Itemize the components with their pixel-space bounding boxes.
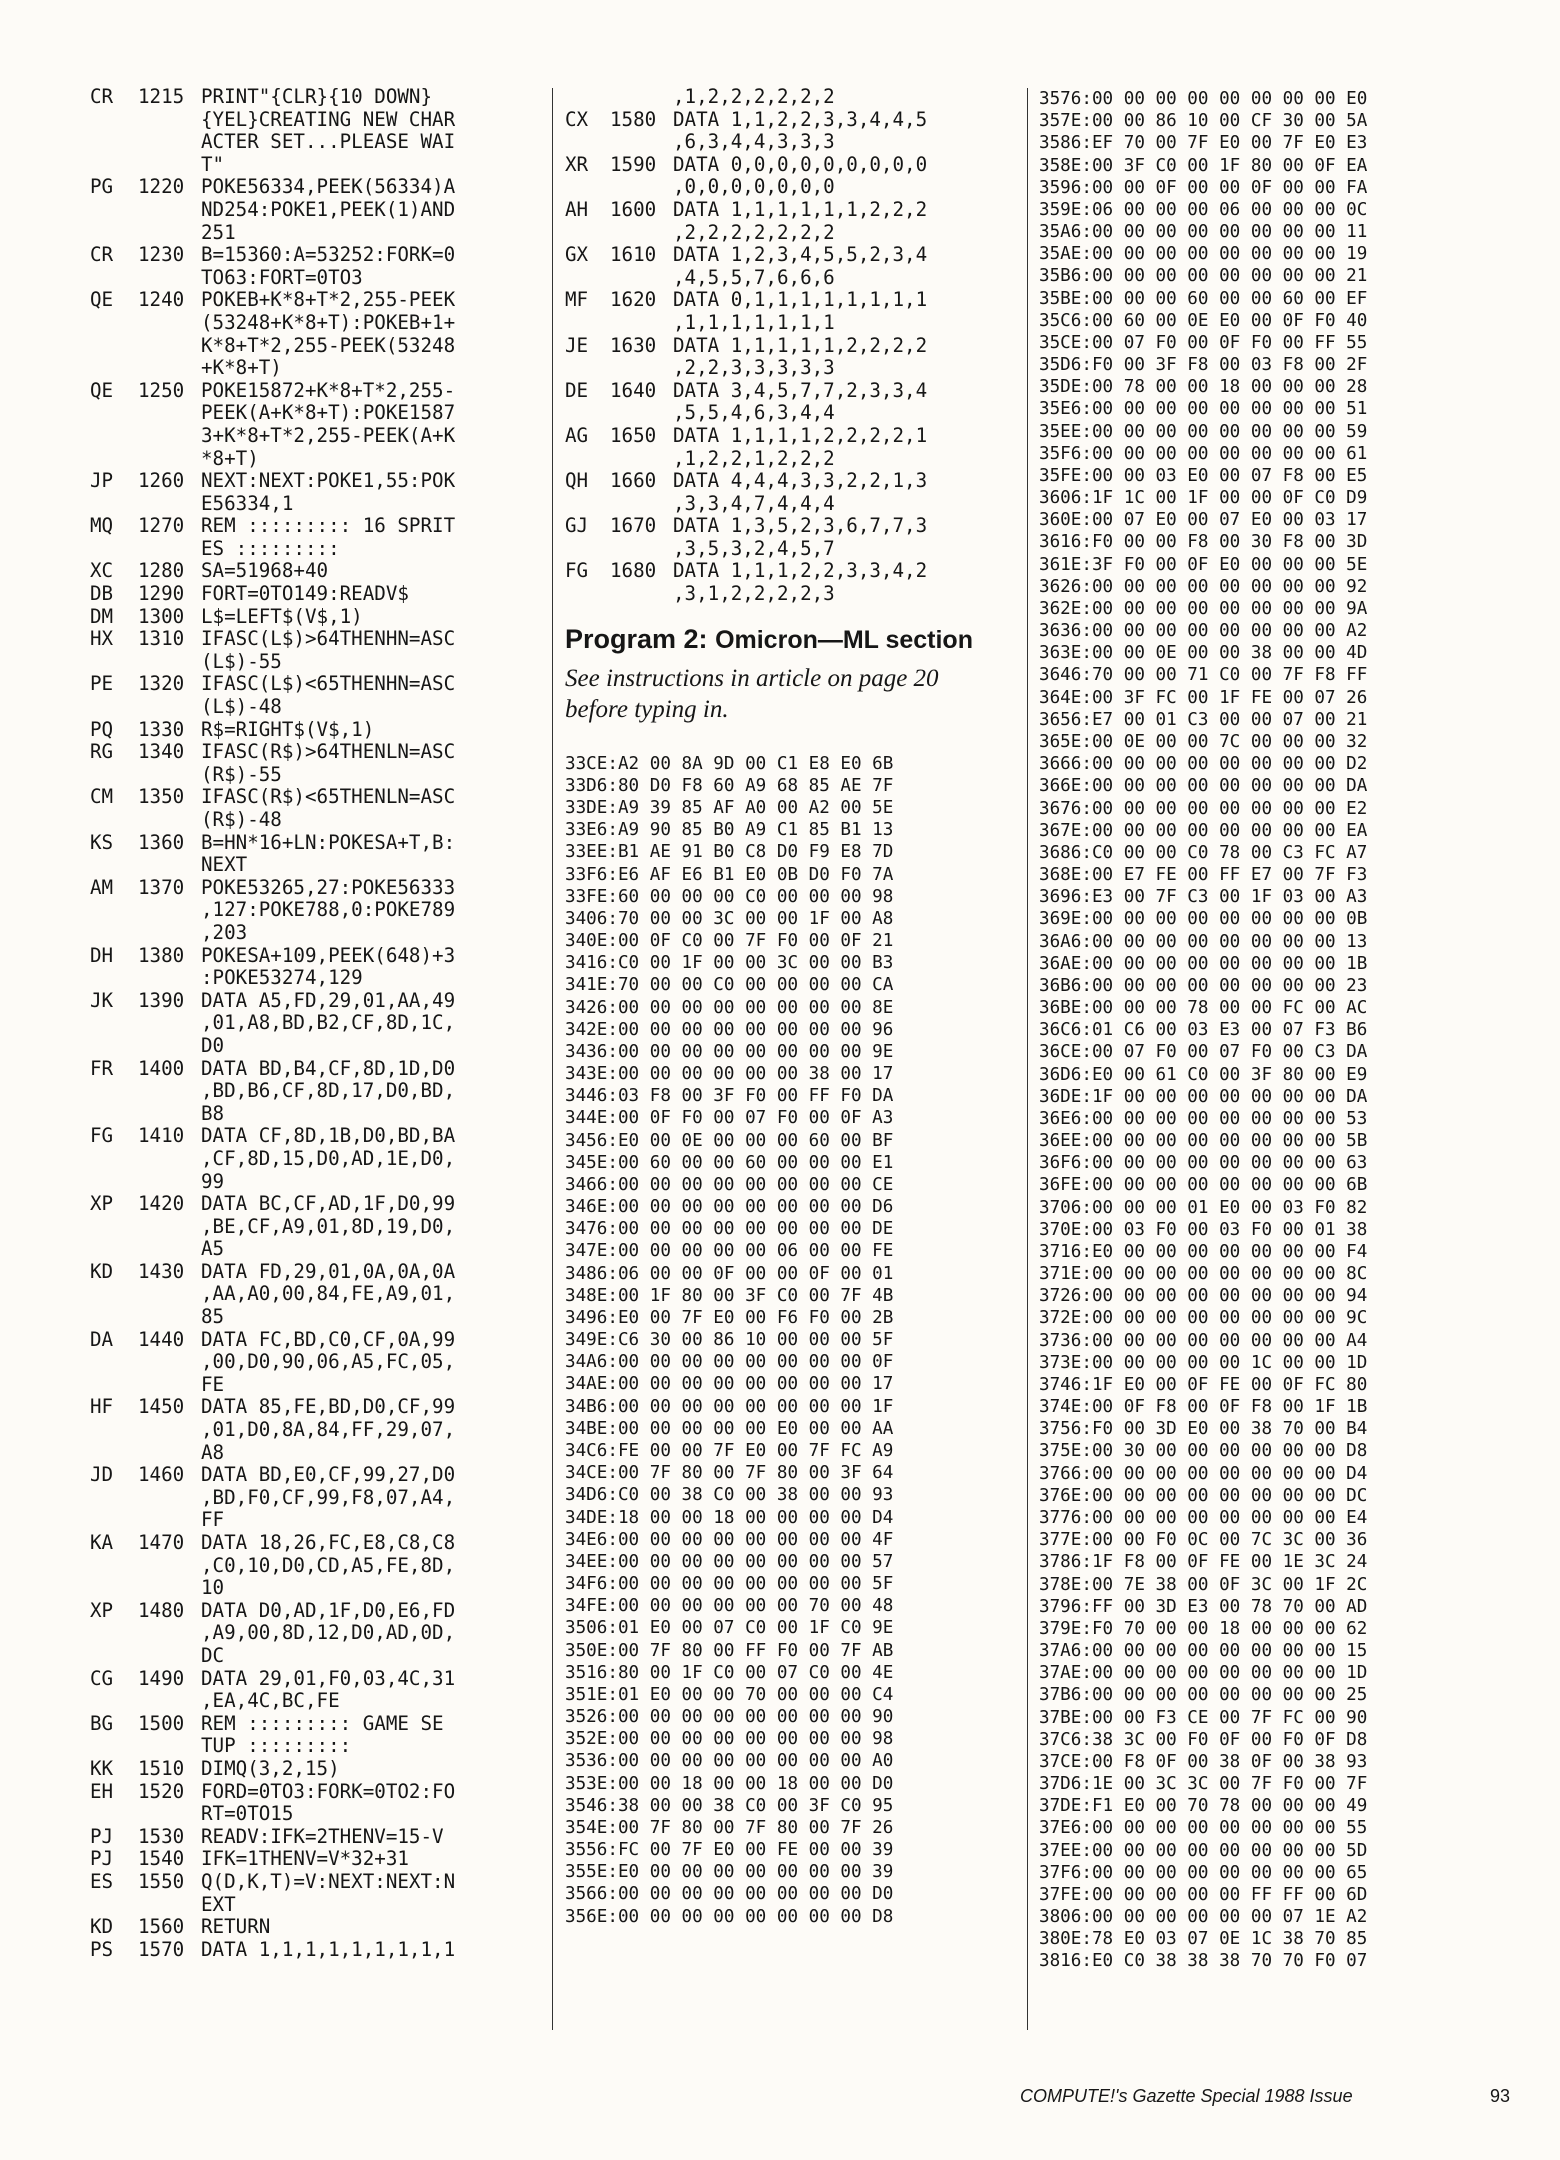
line-number: 1390: [138, 988, 185, 1012]
hex-listing-column-2: 33CE:A2 00 8A 9D 00 C1 E8 E0 6B 33D6:80 D0 F8 60 A9 68 85 AE 7F 33DE:A9 39 85 AF A0 00 A2 00 5E 33E6:A9 90 85 B0 A9 C1 85 B1 13 33EE:B1 AE 91 B0 C8 D0 F9 E8 7D 33F6:E6 AF E6 B1 E0 0B D0 F0 7A 33FE:60 00 00 00 C0 00 00 00 98 3406:70 00 00 3C 00 00 1F 00 A8 340E:00 0F C0 00 7F F0 00 0F 21 3416:C0 00 1F 00 00 3C 00 00 B3 341E:70 00 00 C0 00 00 00 00 CA 3426:00 00 00 00 00 00 00 00 8E 342E:00 00 00 00 00 00 00 00 96 3436:00 00 00 00 00 00 00 00 9E 343E:00 00 00 00 00 00 38 00 17 3446:03 F8 00 3F F0 00 FF F0 DA 344E:00 0F F0 00 07 F0 00 0F A3 3456:E0 00 0E 00 00 00 60 00 BF 345E:00 60 00 00 60 00 00 00 E1 3466:00 00 00 00 00 00 00 00 CE 346E:00 00 00 00 00 00 00 00 D6 3476:00 00 00 00 00 00 00 00 DE 347E:00 00 00 00 00 06 00 00 FE 3486:06 00 00 0F 00 00 0F 00 01 348E:00 1F 80 00 3F C0 00 7F 4B 3496:E0 00 7F E0 00 F6 F0 00 2B 349E:C6 30 00 86 10 00 00 00 5F 34A6:00 00 00 00 00 00 00 00 0F 34AE:00 00 00 00 00 00 00 00 17 34B6:00 00 00 00 00 00 00 00 1F 34BE:00 00 00 00 00 E0 00 00 AA 34C6:FE 00 00 7F E0 00 7F FC A9 34CE:00 7F 80 00 7F 80 00 3F 64 34D6:C0 00 38 C0 00 38 00 00 93 34DE:18 00 00 18 00 00 00 00 D4 34E6:00 00 00 00 00 00 00 00 4F 34EE:00 00 00 00 00 00 00 00 57 34F6:00 00 00 00 00 00 00 00 5F 34FE:00 00 00 00 00 00 70 00 48 3506:01 E0 00 07 C0 00 1F C0 9E 350E:00 7F 80 00 FF F0 00 7F AB 3516:80 00 1F C0 00 07 C0 00 4E 351E:01 E0 00 00 70 00 00 00 C4 3526:00 00 00 00 00 00 00 00 90 352E:00 00 00 00 00 00 00 00 98 3536:00 00 00 00 00 00 00 00 A0 353E:00 00 18 00 00 18 00 00 D0 3546:38 00 00 38 C0 00 3F C0 95 354E:00 7F 80 00 7F 80 00 7F 26 3556:FC 00 7F E0 00 FE 00 00 39 355E:E0 00 00 00 00 00 00 00 39 3566:00 00 00 00 00 00 00 00 D0 356E:00 00 00 00 00 00 00 00 D8: [565, 753, 894, 1927]
statement-text: DATA FC,BD,C0,CF,0A,99 ,00,D0,90,06,A5,FC,05, FE: [201, 1327, 456, 1396]
program-2-note: See instructions in article on page 20 before typing in.: [565, 664, 939, 723]
checksum-code: KK: [90, 1756, 114, 1780]
basic-line: [565, 109, 1005, 154]
checksum-code: RG: [90, 740, 114, 764]
basic-line: [90, 583, 550, 606]
checksum-code: QH: [565, 469, 589, 493]
basic-line: [90, 1848, 550, 1871]
basic-line: [90, 1125, 550, 1193]
statement-text: POKE53265,27:POKE56333 ,127:POKE788,0:POKE789 ,203: [201, 875, 456, 944]
checksum-code: MF: [565, 288, 589, 312]
basic-line: [90, 877, 550, 945]
checksum-code: PJ: [90, 1824, 114, 1848]
basic-line: [90, 1826, 550, 1849]
line-number: 1480: [138, 1598, 185, 1622]
checksum-code: HF: [90, 1395, 114, 1419]
checksum-code: PJ: [90, 1847, 114, 1871]
statement-text: DATA A5,FD,29,01,AA,49 ,01,A8,BD,B2,CF,8D,1C, D0: [201, 988, 456, 1057]
checksum-code: FR: [90, 1056, 114, 1080]
checksum-code: XP: [90, 1598, 114, 1622]
checksum-code: XP: [90, 1192, 114, 1216]
basic-line: [90, 628, 550, 673]
basic-line: [565, 425, 1005, 470]
line-number: 1260: [138, 469, 185, 493]
basic-line: [90, 719, 550, 742]
line-number: 1340: [138, 740, 185, 764]
checksum-code: FG: [565, 559, 589, 583]
statement-text: DATA 1,1,2,2,3,3,4,4,5 ,6,3,4,4,3,3,3: [673, 107, 928, 154]
basic-line: [565, 380, 1005, 425]
checksum-code: KS: [90, 830, 114, 854]
statement-text: RETURN: [201, 1915, 271, 1939]
statement-text: SA=51968+40: [201, 559, 329, 583]
checksum-code: DM: [90, 604, 114, 628]
statement-text: DATA CF,8D,1B,D0,BD,BA ,CF,8D,15,D0,AD,1E,D0, 99: [201, 1124, 456, 1193]
checksum-code: XC: [90, 559, 114, 583]
line-number: 1310: [138, 627, 185, 651]
line-number: 1215: [138, 85, 185, 108]
statement-text: DATA BD,E0,CF,99,27,D0 ,BD,F0,CF,99,F8,07,A4, FF: [201, 1463, 456, 1532]
basic-line: [565, 560, 1005, 605]
basic-line: [90, 1758, 550, 1781]
statement-text: DATA 1,1,1,1,1,1,1,1,1: [201, 1937, 456, 1961]
checksum-code: EH: [90, 1779, 114, 1803]
statement-text: IFASC(L$)>64THENHN=ASC (L$)-55: [201, 627, 456, 673]
line-number: 1460: [138, 1463, 185, 1487]
checksum-code: CX: [565, 107, 589, 131]
line-number: 1250: [138, 378, 185, 402]
checksum-code: KA: [90, 1531, 114, 1554]
checksum-code: AM: [90, 875, 114, 899]
basic-line: [90, 1464, 550, 1532]
line-number: 1370: [138, 875, 185, 899]
basic-line: [90, 673, 550, 718]
statement-text: DATA 1,1,1,2,2,3,3,4,2 ,3,1,2,2,2,2,3: [673, 559, 928, 606]
statement-text: FORD=0TO3:FORK=0TO2:FO RT=0TO15: [201, 1779, 456, 1826]
line-number: 1500: [138, 1711, 185, 1735]
statement-text: REM ::::::::: 16 SPRIT ES :::::::::: [201, 514, 456, 560]
line-number: 1510: [138, 1756, 185, 1780]
checksum-code: CR: [90, 85, 114, 108]
basic-line: [90, 1396, 550, 1464]
line-number: 1470: [138, 1531, 185, 1554]
checksum-code: KD: [90, 1915, 114, 1939]
checksum-code: QE: [90, 288, 114, 312]
basic-line: [90, 1916, 550, 1939]
checksum-code: DE: [565, 378, 589, 402]
statement-text: DATA BC,CF,AD,1F,D0,99 ,BE,CF,A9,01,8D,19,D0, A5: [201, 1192, 456, 1261]
page-number: 93: [1489, 2086, 1510, 2106]
basic-line: [90, 1871, 550, 1916]
checksum-code: AG: [565, 423, 589, 447]
basic-line: [90, 1193, 550, 1261]
line-number: 1680: [610, 559, 657, 583]
statement-text: DATA D0,AD,1F,D0,E6,FD ,A9,00,8D,12,D0,AD,0D, DC: [201, 1598, 456, 1667]
basic-line: [565, 515, 1005, 560]
checksum-code: BG: [90, 1711, 114, 1735]
statement-text: IFK=1THENV=V*32+31: [201, 1847, 409, 1871]
line-number: 1590: [610, 152, 657, 176]
program-2-title: Program 2:: [565, 623, 708, 654]
program-2-heading: [565, 622, 1005, 657]
basic-line: [90, 1532, 550, 1600]
basic-line: [90, 741, 550, 786]
line-number: 1600: [610, 197, 657, 221]
column-rule-2: [1027, 88, 1028, 2030]
line-number: 1630: [610, 333, 657, 357]
checksum-code: QE: [90, 378, 114, 402]
line-number: 1280: [138, 559, 185, 583]
line-number: 1670: [610, 514, 657, 538]
statement-text: DATA 1,2,3,4,5,5,2,3,4 ,4,5,5,7,6,6,6: [673, 243, 928, 289]
basic-line: [90, 86, 550, 176]
line-number: 1290: [138, 582, 185, 606]
basic-line: [90, 1668, 550, 1713]
statement-text: IFASC(R$)<65THENLN=ASC (R$)-48: [201, 785, 456, 831]
program-2-subtitle: Omicron—ML section: [715, 625, 973, 654]
statement-text: DIMQ(3,2,15): [201, 1756, 340, 1780]
basic-line: [565, 470, 1005, 515]
basic-listing-column-1: [90, 86, 550, 1961]
hex-listing-column-3: 3576:00 00 00 00 00 00 00 00 E0 357E:00 00 86 10 00 CF 30 00 5A 3586:EF 70 00 7F E0 00 7F E0 E3 358E:00 3F C0 00 1F 80 00 0F EA 3596:00 00 0F 00 00 0F 00 00 FA 359E:06 00 00 00 06 00 00 00 0C 35A6:00 00 00 00 00 00 00 00 11 35AE:00 00 00 00 00 00 00 00 19 35B6:00 00 00 00 00 00 00 00 21 35BE:00 00 00 60 00 00 60 00 EF 35C6:00 60 00 0E E0 00 0F F0 40 35CE:00 07 F0 00 0F F0 00 FF 55 35D6:F0 00 3F F8 00 03 F8 00 2F 35DE:00 78 00 00 18 00 00 00 28 35E6:00 00 00 00 00 00 00 00 51 35EE:00 00 00 00 00 00 00 00 59 35F6:00 00 00 00 00 00 00 00 61 35FE:00 00 03 E0 00 07 F8 00 E5 3606:1F 1C 00 1F 00 00 0F C0 D9 360E:00 07 E0 00 07 E0 00 03 17 3616:F0 00 00 F8 00 30 F8 00 3D 361E:3F F0 00 0F E0 00 00 00 5E 3626:00 00 00 00 00 00 00 00 92 362E:00 00 00 00 00 00 00 00 9A 3636:00 00 00 00 00 00 00 00 A2 363E:00 00 0E 00 00 38 00 00 4D 3646:70 00 00 71 C0 00 7F F8 FF 364E:00 3F FC 00 1F FE 00 07 26 3656:E7 00 01 C3 00 00 07 00 21 365E:00 0E 00 00 7C 00 00 00 32 3666:00 00 00 00 00 00 00 00 D2 366E:00 00 00 00 00 00 00 00 DA 3676:00 00 00 00 00 00 00 00 E2 367E:00 00 00 00 00 00 00 00 EA 3686:C0 00 00 C0 78 00 C3 FC A7 368E:00 E7 FE 00 FF E7 00 7F F3 3696:E3 00 7F C3 00 1F 03 00 A3 369E:00 00 00 00 00 00 00 00 0B 36A6:00 00 00 00 00 00 00 00 13 36AE:00 00 00 00 00 00 00 00 1B 36B6:00 00 00 00 00 00 00 00 23 36BE:00 00 00 78 00 00 FC 00 AC 36C6:01 C6 00 03 E3 00 07 F3 B6 36CE:00 07 F0 00 07 F0 00 C3 DA 36D6:E0 00 61 C0 00 3F 80 00 E9 36DE:1F 00 00 00 00 00 00 00 DA 36E6:00 00 00 00 00 00 00 00 53 36EE:00 00 00 00 00 00 00 00 5B 36F6:00 00 00 00 00 00 00 00 63 36FE:00 00 00 00 00 00 00 00 6B 3706:00 00 00 01 E0 00 03 F0 82 370E:00 03 F0 00 03 F0 00 01 38 3716:E0 00 00 00 00 00 00 00 F4 371E:00 00 00 00 00 00 00 00 8C 3726:00 00 00 00 00 00 00 00 94 372E:00 00 00 00 00 00 00 00 9C 3736:00 00 00 00 00 00 00 00 A4 373E:00 00 00 00 00 1C 00 00 1D 3746:1F E0 00 0F FE 00 0F FC 80 374E:00 0F F8 00 0F F8 00 1F 1B 3756:F0 00 3D E0 00 38 70 00 B4 375E:00 30 00 00 00 00 00 00 D8 3766:00 00 00 00 00 00 00 00 D4 376E:00 00 00 00 00 00 00 00 DC 3776:00 00 00 00 00 00 00 00 E4 377E:00 00 F0 0C 00 7C 3C 00 36 3786:1F F8 00 0F FE 00 1E 3C 24 378E:00 7E 38 00 0F 3C 00 1F 2C 3796:FF 00 3D E3 00 78 70 00 AD 379E:F0 70 00 00 18 00 00 00 62 37A6:00 00 00 00 00 00 00 00 15 37AE:00 00 00 00 00 00 00 00 1D 37B6:00 00 00 00 00 00 00 00 25 37BE:00 00 F3 CE 00 7F FC 00 90 37C6:38 3C 00 F0 0F 00 F0 0F D8 37CE:00 F8 0F 00 38 0F 00 38 93 37D6:1E 00 3C 3C 00 7F F0 00 7F 37DE:F1 E0 00 70 78 00 00 00 49 37E6:00 00 00 00 00 00 00 00 55 37EE:00 00 00 00 00 00 00 00 5D 37F6:00 00 00 00 00 00 00 00 65 37FE:00 00 00 00 00 FF FF 00 6D 3806:00 00 00 00 00 00 07 1E A2 380E:78 E0 03 07 0E 1C 38 70 85 3816:E0 C0 38 38 38 70 70 F0 07: [1039, 89, 1368, 1972]
basic-line: [90, 606, 550, 629]
statement-text: REM ::::::::: GAME SE TUP :::::::::: [201, 1711, 444, 1758]
line-number: 1410: [138, 1124, 185, 1148]
line-number: 1450: [138, 1395, 185, 1419]
checksum-code: JK: [90, 988, 114, 1012]
statement-text: IFASC(L$)<65THENHN=ASC (L$)-48: [201, 672, 456, 719]
line-number: 1650: [610, 423, 657, 447]
basic-line: [90, 380, 550, 470]
line-number: 1570: [138, 1937, 185, 1961]
statement-text: DATA 1,1,1,1,1,1,2,2,2 ,2,2,2,2,2,2,2: [673, 197, 928, 244]
statement-text: DATA 0,1,1,1,1,1,1,1,1 ,1,1,1,1,1,1,1: [673, 288, 928, 334]
statement-text: DATA 85,FE,BD,D0,CF,99 ,01,D0,8A,84,FF,29,07, A8: [201, 1395, 456, 1464]
statement-text: Q(D,K,T)=V:NEXT:NEXT:N EXT: [201, 1869, 456, 1916]
line-number: 1490: [138, 1666, 185, 1690]
statement-text: POKEB+K*8+T*2,255-PEEK (53248+K*8+T):POKEB+1+ K*8+T*2,255-PEEK(53248 +K*8+T): [201, 288, 456, 380]
statement-text: DATA 4,4,4,3,3,2,2,1,3 ,3,3,4,7,4,4,4: [673, 469, 928, 515]
statement-text: POKESA+109,PEEK(648)+3 :POKE53274,129: [201, 943, 456, 990]
statement-text: DATA 0,0,0,0,0,0,0,0,0 ,0,0,0,0,0,0,0: [673, 152, 928, 199]
checksum-code: CR: [90, 243, 114, 267]
checksum-code: DH: [90, 943, 114, 967]
line-number: 1660: [610, 469, 657, 493]
checksum-code: FG: [90, 1124, 114, 1148]
statement-text: DATA 3,4,5,7,7,2,3,3,4 ,5,5,4,6,3,4,4: [673, 378, 928, 425]
checksum-code: GX: [565, 243, 589, 267]
basic-line: [90, 1261, 550, 1329]
checksum-code: ES: [90, 1869, 114, 1893]
basic-line: [90, 1713, 550, 1758]
line-number: 1220: [138, 175, 185, 199]
line-number: 1300: [138, 604, 185, 628]
statement-text: READV:IFK=2THENV=15-V: [201, 1824, 444, 1848]
checksum-code: KD: [90, 1259, 114, 1283]
checksum-code: PE: [90, 672, 114, 696]
line-number: 1530: [138, 1824, 185, 1848]
basic-line: [90, 289, 550, 379]
line-number: 1560: [138, 1915, 185, 1939]
checksum-code: DB: [90, 582, 114, 606]
line-number: 1270: [138, 514, 185, 538]
line-number: 1620: [610, 288, 657, 312]
statement-text: B=HN*16+LN:POKESA+T,B: NEXT: [201, 830, 456, 877]
line-number: 1230: [138, 243, 185, 267]
line-number: 1420: [138, 1192, 185, 1216]
checksum-code: JD: [90, 1463, 114, 1487]
listing-column-2: [565, 86, 1005, 1928]
line-number: 1580: [610, 107, 657, 131]
statement-text: DATA 1,1,1,1,1,2,2,2,2 ,2,2,3,3,3,3,3: [673, 333, 928, 380]
line-number: 1640: [610, 378, 657, 402]
column-rule-1: [552, 88, 553, 2030]
basic-line: [90, 560, 550, 583]
page-footer: [1020, 2086, 1510, 2107]
checksum-code: JP: [90, 469, 114, 493]
basic-line: [565, 289, 1005, 334]
basic-continuation: ,1,2,2,2,2,2,2: [673, 85, 835, 108]
line-number: 1550: [138, 1869, 185, 1893]
basic-line: [90, 832, 550, 877]
checksum-code: CM: [90, 785, 114, 809]
statement-text: DATA 29,01,F0,03,4C,31 ,EA,4C,BC,FE: [201, 1666, 456, 1713]
basic-line: [565, 244, 1005, 289]
basic-line: [565, 154, 1005, 199]
statement-text: DATA BD,B4,CF,8D,1D,D0 ,BD,B6,CF,8D,17,D0,BD, B8: [201, 1056, 456, 1125]
checksum-code: PQ: [90, 717, 114, 741]
basic-line: [90, 990, 550, 1058]
line-number: 1240: [138, 288, 185, 312]
statement-text: POKE15872+K*8+T*2,255- PEEK(A+K*8+T):POKE1587 3+K*8+T*2,255-PEEK(A+K *8+T): [201, 378, 456, 470]
basic-line: [90, 1939, 550, 1962]
checksum-code: HX: [90, 627, 114, 651]
checksum-code: CG: [90, 1666, 114, 1690]
basic-line: [90, 1329, 550, 1397]
checksum-code: PG: [90, 175, 114, 199]
line-number: 1400: [138, 1056, 185, 1080]
statement-text: IFASC(R$)>64THENLN=ASC (R$)-55: [201, 740, 456, 786]
statement-text: NEXT:NEXT:POKE1,55:POK E56334,1: [201, 469, 456, 515]
statement-text: DATA 18,26,FC,E8,C8,C8 ,C0,10,D0,CD,A5,FE,8D, 10: [201, 1531, 456, 1600]
line-number: 1540: [138, 1847, 185, 1871]
checksum-code: DA: [90, 1327, 114, 1351]
line-number: 1330: [138, 717, 185, 741]
line-number: 1320: [138, 672, 185, 696]
statement-text: DATA 1,1,1,1,2,2,2,2,1 ,1,2,2,1,2,2,2: [673, 423, 928, 470]
line-number: 1520: [138, 1779, 185, 1803]
statement-text: DATA 1,3,5,2,3,6,7,7,3 ,3,5,3,2,4,5,7: [673, 514, 928, 560]
checksum-code: PS: [90, 1937, 114, 1961]
statement-text: DATA FD,29,01,0A,0A,0A ,AA,A0,00,84,FE,A9,01, 85: [201, 1259, 456, 1329]
checksum-code: MQ: [90, 514, 114, 538]
statement-text: B=15360:A=53252:FORK=0 TO63:FORT=0TO3: [201, 243, 456, 289]
checksum-code: JE: [565, 333, 589, 357]
basic-line: [90, 470, 550, 515]
line-number: 1360: [138, 830, 185, 854]
basic-line: [90, 1781, 550, 1826]
statement-text: R$=RIGHT$(V$,1): [201, 717, 375, 741]
basic-line: [90, 515, 550, 560]
statement-text: L$=LEFT$(V$,1): [201, 604, 363, 628]
checksum-code: XR: [565, 152, 589, 176]
statement-text: PRINT"{CLR}{10 DOWN} {YEL}CREATING NEW CHAR ACTER SET...PLEASE WAI T": [201, 85, 456, 176]
basic-line: [565, 335, 1005, 380]
line-number: 1440: [138, 1327, 185, 1351]
basic-line: [90, 1600, 550, 1668]
statement-text: POKE56334,PEEK(56334)A ND254:POKE1,PEEK(1)AND 251: [201, 175, 456, 244]
basic-line: [90, 176, 550, 244]
basic-line: [90, 945, 550, 990]
line-number: 1350: [138, 785, 185, 809]
publication-name: COMPUTE!'s Gazette Special 1988 Issue: [1020, 2086, 1353, 2106]
line-number: 1430: [138, 1259, 185, 1283]
statement-text: FORT=0TO149:READV$: [201, 582, 409, 606]
line-number: 1380: [138, 943, 185, 967]
line-number: 1610: [610, 243, 657, 267]
basic-line: [90, 786, 550, 831]
checksum-code: GJ: [565, 514, 589, 538]
basic-line: [90, 244, 550, 289]
basic-line: [565, 199, 1005, 244]
basic-listing-column-2: [565, 109, 1005, 606]
checksum-code: AH: [565, 197, 589, 221]
basic-line: [90, 1058, 550, 1126]
